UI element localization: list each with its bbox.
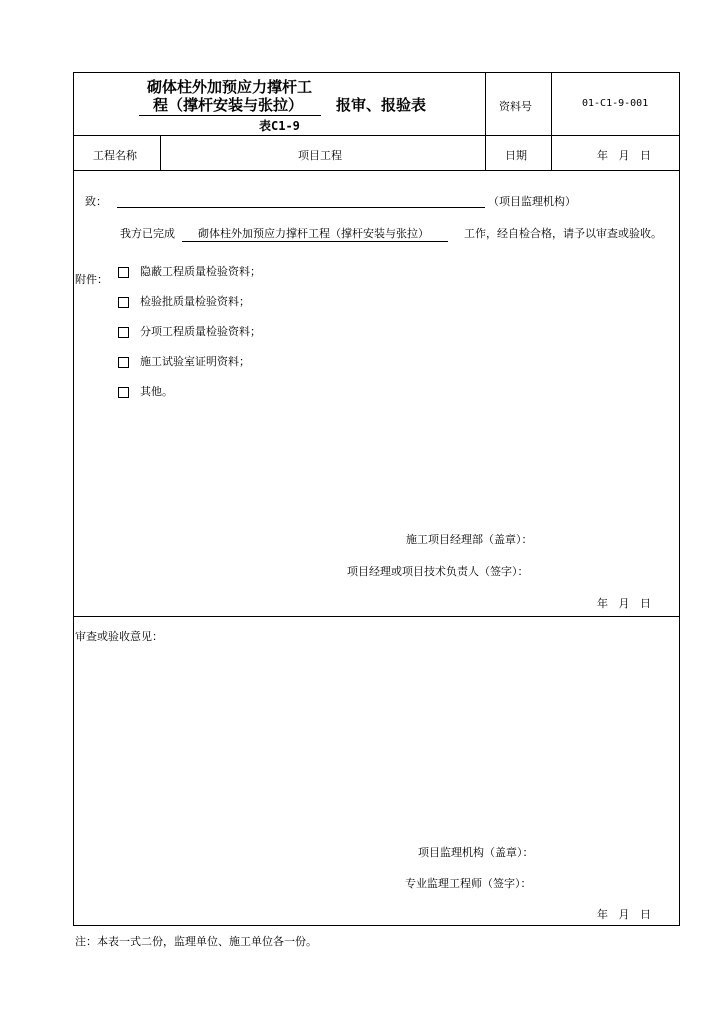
submission-section bbox=[74, 171, 679, 617]
statement-prefix: 我方已完成 bbox=[120, 227, 175, 240]
header-row bbox=[74, 73, 679, 136]
submission-date[interactable]: 年 月 日 bbox=[597, 597, 651, 610]
attachment-item: 分项工程质量检验资料； bbox=[118, 323, 261, 339]
statement-suffix: 工作，经自检合格，请予以审查或验收。 bbox=[464, 227, 662, 240]
attachment-item: 施工试验室证明资料； bbox=[118, 353, 250, 369]
report-form bbox=[73, 72, 680, 926]
contractor-seal-label: 施工项目经理部（盖章）： bbox=[406, 533, 533, 546]
title-line1: 砌体柱外加预应力撑杆工 bbox=[147, 78, 313, 96]
date-label: 日期 bbox=[505, 149, 527, 162]
to-recipient-field[interactable] bbox=[117, 193, 485, 208]
to-label: 致： bbox=[85, 195, 107, 208]
footnote: 注：本表一式二份，监理单位、施工单位各一份。 bbox=[75, 935, 317, 948]
engineer-sign-label: 专业监理工程师（签字）： bbox=[405, 877, 532, 890]
title-line2: 程（撑杆安装与张拉） bbox=[139, 94, 321, 116]
title-suffix: 报审、报验表 bbox=[336, 96, 427, 114]
manager-sign-label: 项目经理或项目技术负责人（签字）： bbox=[347, 565, 529, 578]
statement-work: 砌体柱外加预应力撑杆工程（撑杆安装与张拉） bbox=[182, 225, 448, 242]
attachment-item: 隐蔽工程质量检验资料； bbox=[118, 263, 261, 279]
checkbox[interactable] bbox=[118, 357, 129, 368]
attachments-label: 附件： bbox=[75, 273, 108, 286]
review-label: 审查或验收意见： bbox=[75, 630, 163, 643]
doc-no-label: 资料号 bbox=[499, 100, 532, 113]
review-date[interactable]: 年 月 日 bbox=[597, 908, 651, 921]
checkbox[interactable] bbox=[118, 297, 129, 308]
project-name-label: 工程名称 bbox=[93, 149, 137, 162]
doc-no-value: 01-C1-9-001 bbox=[582, 98, 649, 109]
review-section bbox=[74, 617, 679, 925]
checkbox[interactable] bbox=[118, 267, 129, 278]
table-code: 表C1-9 bbox=[259, 119, 300, 133]
checkbox[interactable] bbox=[118, 327, 129, 338]
to-suffix: （项目监理机构） bbox=[488, 195, 576, 208]
attachment-item: 检验批质量检验资料； bbox=[118, 293, 250, 309]
date-value[interactable]: 年 月 日 bbox=[597, 149, 651, 162]
supervision-seal-label: 项目监理机构（盖章）： bbox=[418, 846, 534, 859]
info-row bbox=[74, 136, 679, 171]
checkbox[interactable] bbox=[118, 387, 129, 398]
attachment-item: 其他。 bbox=[118, 383, 173, 399]
project-name-value[interactable]: 项目工程 bbox=[298, 149, 342, 162]
